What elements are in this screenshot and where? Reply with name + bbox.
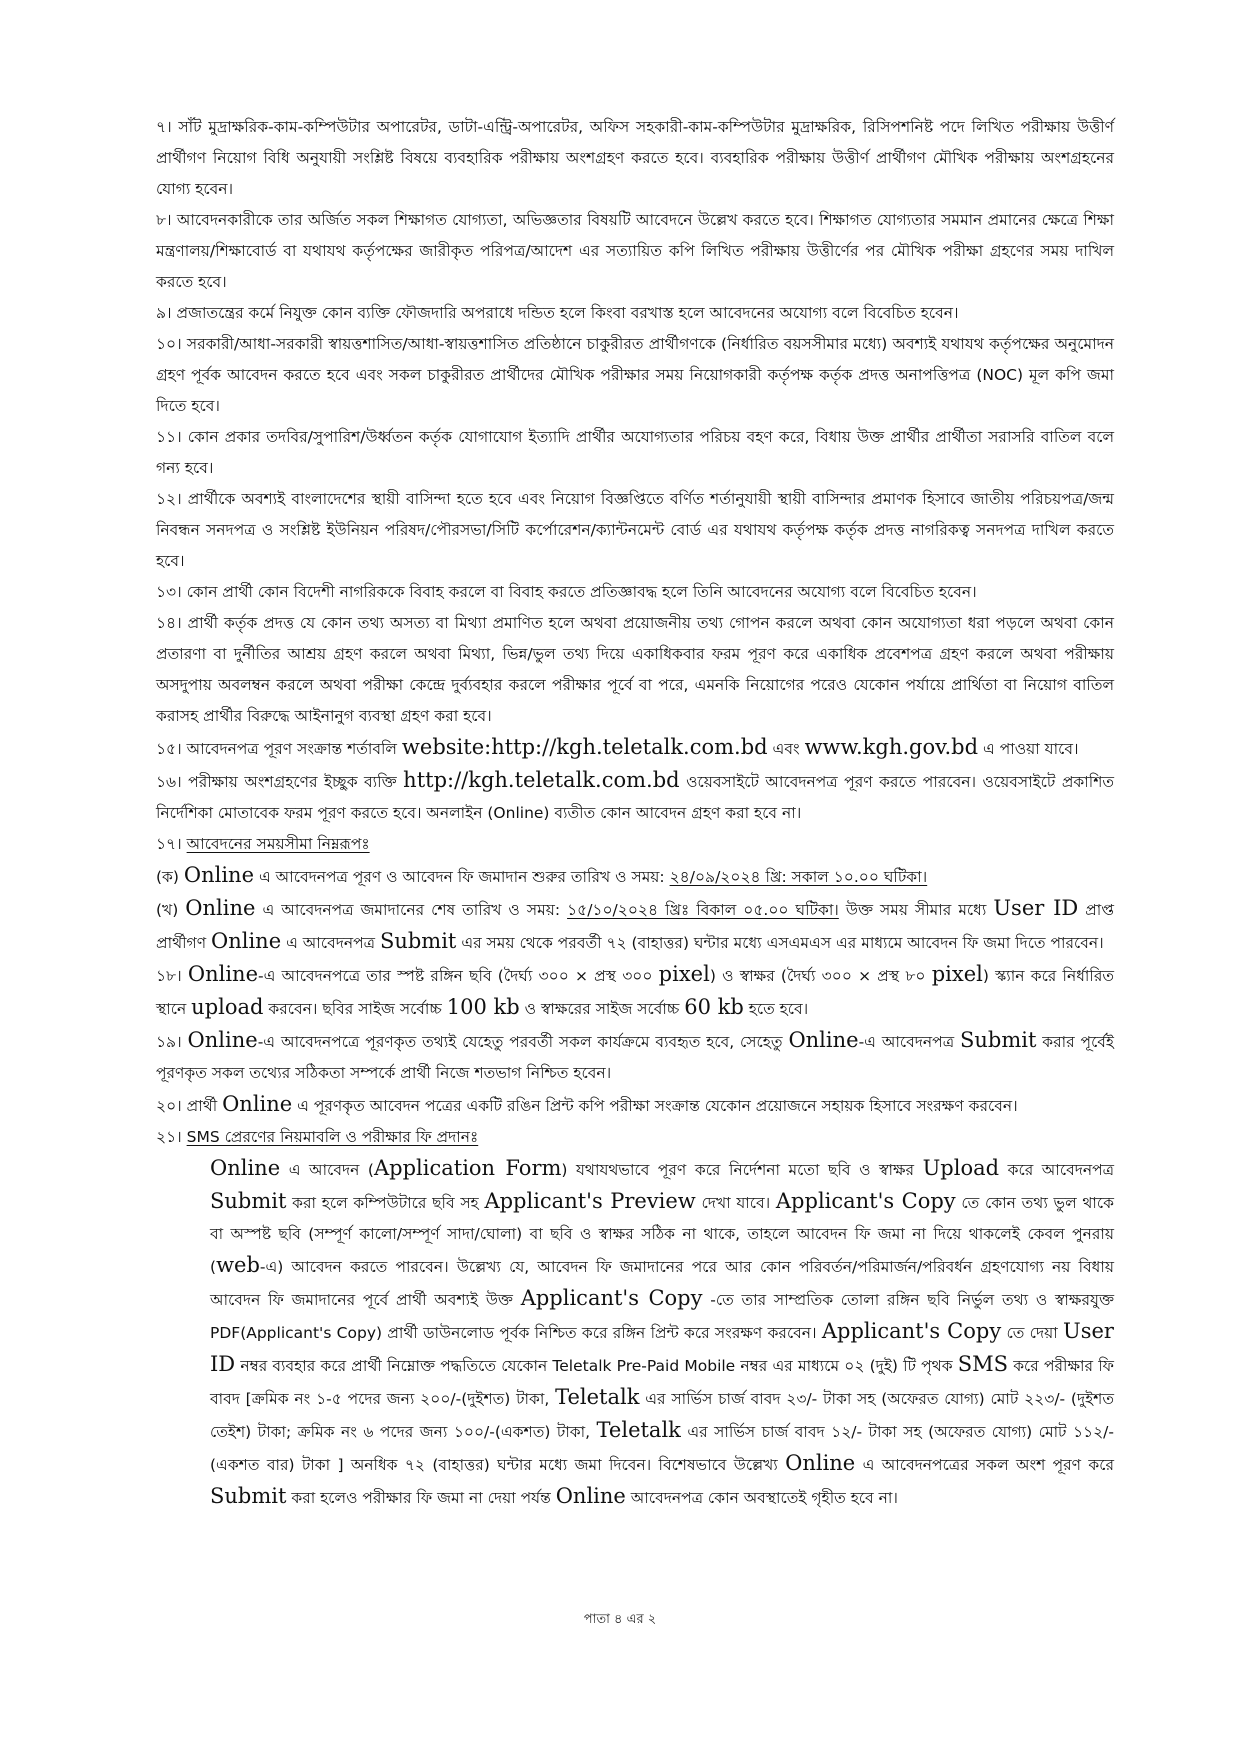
text-segment: এর সার্ভিস চার্জ বাবদ ১২/- টাকা সহ (অফেরত যোগ্য) মোট ১১২/- (একশত বার) টাকা ] অনধিক ৭২ (বাহাত্তর) ঘন্টার মধ্যে জমা দিবেন। বিশেষভাবে উল্লেখ্য [210,1423,1114,1474]
text-segment: এ আবেদনপত্রের সকল অংশ পূরণ করে [855,1456,1114,1474]
text-segment: Teletalk [596,1418,681,1442]
text-segment: এ পূরণকৃত আবেদন পত্রের একটি রঙিন প্রিন্ট কপি পরীক্ষা সংক্রান্ত যেকোন প্রয়োজনে সহায়ক হিসাবে সংরক্ষণ করবেন। [292,1097,1018,1115]
paragraph-p10 [156,329,1114,422]
text-segment: করে আবেদনপত্র [999,1161,1115,1179]
text-segment: করবেন। ছবির সাইজ সর্বোচ্চ [263,1000,447,1018]
text-segment: ১৮। [156,967,188,985]
text-segment: প্রাপ্ত প্রার্থীগণ [156,901,1115,952]
text-segment: ) যথাযথভাবে পূরণ করে নির্দেশনা মতো ছবি ও স্বাক্ষর [561,1161,923,1179]
text-segment: pixel [931,962,983,986]
text-segment: (ক) [156,868,184,886]
text-segment: উক্ত সময় সীমার মধ্যে [838,901,994,919]
text-segment: ) স্ক্যান করে নির্ধারিত স্থানে [156,967,1115,1018]
text-segment: ওয়েবসাইটে আবেদনপত্র পূরণ করতে পারবেন। ওয়েবসাইটে প্রকাশিত নির্দেশিকা মোতাবেক ফরম পূরণ করতে হবে। অনলাইন (Online) ব্যতীত কোন আবেদন গ্রহণ করা হবে না। [156,773,1114,822]
text-segment: Applicant's Preview [484,1189,696,1213]
text-segment: Submit [210,1189,287,1213]
text-segment: Online [187,1028,258,1052]
text-segment: Online [187,962,259,986]
text-segment: তে দেয়া [1001,1324,1064,1342]
text-segment: User ID [210,1319,1114,1376]
underlined-text: ১৫/১০/২০২৪ খ্রিঃ বিকাল ০৫.০০ ঘটিকা। [567,901,839,919]
text-segment: pixel [658,962,710,986]
text-segment: Online [788,1028,859,1052]
text-segment: এ আবেদনপত্র [281,934,380,952]
page-number: পাতা ৪ এর ২ [583,1612,657,1627]
paragraph-p21 [156,1122,1114,1153]
text-segment: হতে হবে। [743,1000,809,1018]
text-segment: আবেদনপত্র কোন অবস্থাতেই গৃহীত হবে না। [625,1489,898,1507]
paragraph-p17 [156,829,1114,860]
text-segment: website:http://kgh.teletalk.com.bd [401,735,768,759]
text-segment: -এ আবেদনপত্র [858,1033,960,1051]
text-segment: upload [191,995,264,1019]
text-segment: এর সার্ভিস চার্জ বাবদ ২৩/- টাকা সহ (অফেরত যোগ্য) মোট ২২৩/- (দুইশত তেইশ) টাকা; ক্রমিক নং ৬ পদের জন্য ১০০/-(একশত) টাকা, [210,1390,1114,1441]
paragraph-p7 [156,112,1114,205]
text-segment: Applicant's Copy [775,1189,956,1213]
paragraph-p21body [156,1153,1114,1514]
text-segment: Online [210,1156,281,1180]
text-segment: এর সময় থেকে পরবর্তী ৭২ (বাহাত্তর) ঘন্টার মধ্যে এসএমএস এর মাধ্যমে আবেদন ফি জমা দিতে পারবেন। [456,934,1104,952]
paragraph-p11 [156,422,1114,484]
text-segment: Online [185,896,256,920]
text-segment: Online [211,929,282,953]
paragraph-p13 [156,577,1114,608]
paragraph-p14 [156,608,1114,732]
text-segment: 60 kb [684,995,744,1019]
paragraph-p16 [156,765,1114,829]
text-segment: Online [222,1092,293,1116]
text-segment: web [216,1253,260,1277]
text-segment: এবং [767,740,805,758]
text-segment: ) ও স্বাক্ষর (দৈর্ঘ্য ৩০০ × প্রস্থ ৮০ [709,967,932,985]
text-segment: করার পূর্বেই পূরণকৃত সকল তথ্যের সঠিকতা সম্পর্কে প্রার্থী নিজে শতভাগ নিশ্চিত হবেন। [156,1033,1114,1082]
text-segment: ১৯। [156,1033,188,1051]
text-segment: ও স্বাক্ষরের সাইজ সর্বোচ্চ [519,1000,685,1018]
text-segment: ১১। কোন প্রকার তদবির/সুপারিশ/উর্ধ্বতন কর্তৃক যোগাযোগ ইত্যাদি প্রার্থীর অযোগ্যতার পরিচয় বহণ করে, বিধায় উক্ত প্রার্থীর প্রার্থীতা সরাসরি বাতিল বলে গন্য হবে। [156,428,1114,477]
text-segment: এ পাওয়া যাবে। [978,740,1079,758]
text-segment: Online [785,1451,856,1475]
text-segment: Submit [379,929,457,953]
text-segment: Teletalk [555,1385,640,1409]
text-segment: Online [555,1484,626,1508]
text-segment: তে কোন তথ্য ভুল থাকে বা অস্পষ্ট ছবি (সম্পূর্ণ কালো/সম্পূর্ণ সাদা/ঘোলা) বা ছবি ও স্বাক্ষর সঠিক না থাকে, তাহলে আবেদন ফি জমা না দিয়ে থাকলেই কেবল পুনরায় ( [210,1194,1114,1276]
underlined-text: ২৪/০৯/২০২৪ খ্রি: সকাল ১০.০০ ঘটিকা। [669,868,928,886]
text-segment: Application Form [373,1156,562,1180]
text-segment: User ID [993,896,1079,920]
paragraph-p17a [156,860,1114,893]
text-segment: ২০। প্রার্থী [156,1097,223,1115]
paragraph-p18 [156,959,1114,1025]
text-segment: ৮। আবেদনকারীকে তার অর্জিত সকল শিক্ষাগত যোগ্যতা, অভিজ্ঞতার বিষয়টি আবেদনে উল্লেখ করতে হবে। শিক্ষাগত যোগ্যতার সমমান প্রমানের ক্ষেত্রে শিক্ষা মন্ত্রণালয়/শিক্ষাবোর্ড বা যথাযথ কর্তৃপক্ষের জারীকৃত পরিপত্র/আদেশ এর সত্যায়িত কপি লিখিত পরীক্ষায় উত্তীর্ণের পর মৌখিক পরীক্ষা গ্রহণের সময় দাখিল করতে হবে। [156,211,1114,291]
text-segment: ১৫। আবেদনপত্র পূরণ সংক্রান্ত শর্তাবলি [156,740,402,758]
paragraph-p20 [156,1089,1114,1122]
text-segment: (খ) [156,901,186,919]
text-segment: www.kgh.gov.bd [804,735,979,759]
paragraph-p19 [156,1025,1114,1089]
text-segment: দেখা যাবে। [695,1194,776,1212]
text-segment: নম্বর ব্যবহার করে প্রার্থী নিম্নোক্ত পদ্ধতিতে যেকোন Teletalk Pre-Paid Mobile নম্বর এর মাধ্যমে ০২ (দুই) টি পৃথক [235,1357,958,1375]
text-segment: এ আবেদনপত্র জমাদানের শেষ তারিখ ও সময়: [255,901,568,919]
text-segment: এ আবেদন ( [280,1161,374,1179]
text-segment: ১৩। কোন প্রার্থী কোন বিদেশী নাগরিককে বিবাহ করলে বা বিবাহ করতে প্রতিজ্ঞাবদ্ধ হলে তিনি আবেদনের অযোগ্য বলে বিবেচিত হবেন। [156,583,977,601]
text-segment: Applicant's Copy [520,1286,703,1310]
text-segment: Upload [922,1156,1000,1180]
text-segment: http://kgh.teletalk.com.bd [403,768,680,792]
text-segment: করা হলে কম্পিউটারে ছবি সহ [286,1194,485,1212]
paragraph-p8 [156,205,1114,298]
text-segment: করা হলেও পরীক্ষার ফি জমা না দেয়া পর্যন্ত [286,1489,556,1507]
text-segment: Submit [210,1484,287,1508]
text-segment: -এ) আবেদন করতে পারবেন। উল্লেখ্য যে, আবেদন ফি জমাদানের পরে আর কোন পরিবর্তন/পরিমার্জন/পরিবর্ধন গ্রহণযোগ্য নয় বিধায় আবেদন ফি জমাদানের পূর্বে প্রার্থী অবশ্যই উক্ত [210,1258,1114,1309]
text-segment: ১৪। প্রার্থী কর্তৃক প্রদত্ত যে কোন তথ্য অসত্য বা মিথ্যা প্রমাণিত হলে অথবা প্রয়োজনীয় তথ্য গোপন করলে অথবা কোন অযোগ্যতা ধরা পড়লে অথবা কোন প্রতারণা বা দুর্নীতির আশ্রয় গ্রহণ করলে অথবা মিথ্যা, ভিন্ন/ভুল তথ্য দিয়ে একাধিকবার ফরম পূরণ করে একাধিক প্রবেশপত্র গ্রহণ করলে অথবা পরীক্ষায় অসদুপায় অবলম্বন করলে অথবা পরীক্ষা কেন্দ্রে দুর্ব্যবহার করলে পরীক্ষার পূর্বে বা পরে, এমনকি নিয়োগের পরেও যেকোন পর্যায়ে প্রার্থিতা বা নিয়োগ বাতিল করাসহ প্রার্থীর বিরুদ্ধে আইনানুগ ব্যবস্থা গ্রহণ করা হবে। [156,614,1114,725]
underlined-text: SMS প্রেরণের নিয়মাবলি ও পরীক্ষার ফি প্রদানঃ [186,1128,479,1146]
paragraph-p17b [156,893,1114,959]
text-segment: ১২। প্রার্থীকে অবশ্যই বাংলাদেশের স্থায়ী বাসিন্দা হতে হবে এবং নিয়োগ বিজ্ঞপ্তিতে বর্ণিত শর্তানুযায়ী স্থায়ী বাসিন্দার প্রমাণক হিসাবে জাতীয় পরিচয়পত্র/জন্ম নিবন্ধন সনদপত্র ও সংশ্লিষ্ট ইউনিয়ন পরিষদ/পৌরসভা/সিটি কর্পোরেশন/ক্যান্টনমেন্ট বোর্ড এর যথাযথ কর্তৃপক্ষ কর্তৃক প্রদত্ত নাগরিকত্ব সনদপত্র দাখিল করতে হবে। [156,490,1114,570]
text-segment: করে পরীক্ষার ফি বাবদ [ক্রমিক নং ১-৫ পদের জন্য ২০০/-(দুইশত) টাকা, [210,1357,1114,1408]
text-segment: -এ আবেদনপত্রে পূরণকৃত তথ্যই যেহেতু পরবর্তী সকল কার্যক্রমে ব্যবহৃত হবে, সেহেতু [257,1033,789,1051]
text-segment: ১৭। [156,835,187,853]
document-body [156,112,1114,1514]
text-segment: Submit [959,1028,1037,1052]
text-segment: Applicant's Copy [821,1319,1002,1343]
text-segment: Online [183,863,255,887]
text-segment: -তে তার সাম্প্রতিক তোলা রঙ্গিন ছবি নির্ভুল তথ্য ও স্বাক্ষরযুক্ত PDF(Applicant's Copy) প্রার্থী ডাউনলোড পূর্বক নিশ্চিত করে রঙ্গিন প্রিন্ট করে সংরক্ষণ করবেন। [210,1291,1114,1342]
text-segment: SMS [957,1352,1009,1376]
text-segment: এ আবেদনপত্র পূরণ ও আবেদন ফি জমাদান শুরুর তারিখ ও সময়: [254,868,670,886]
text-segment: ৭। সাঁট মুদ্রাক্ষরিক-কাম-কম্পিউটার অপারেটর, ডাটা-এন্ট্রি-অপারেটর, অফিস সহকারী-কাম-কম্পিউটার মুদ্রাক্ষরিক, রিসিপশনিষ্ট পদে লিখিত পরীক্ষায় উত্তীর্ণ প্রার্থীগণ নিয়োগ বিধি অনুযায়ী সংশ্লিষ্ট বিষয়ে ব্যবহারিক পরীক্ষায় অংশগ্রহণ করতে হবে। ব্যবহারিক পরীক্ষায় উত্তীর্ণ প্রার্থীগণ মৌখিক পরীক্ষায় অংশগ্রহনের যোগ্য হবেন। [156,118,1114,198]
text-segment: ৯। প্রজাতন্ত্রের কর্মে নিযুক্ত কোন ব্যক্তি ফৌজদারি অপরাধে দন্ডিত হলে কিংবা বরখাস্ত হলে আবেদনের অযোগ্য বলে বিবেচিত হবেন। [156,304,959,322]
underlined-text: আবেদনের সময়সীমা নিম্নরূপঃ [186,835,370,853]
text-segment: -এ আবেদনপত্রে তার স্পষ্ট রঙ্গিন ছবি (দৈর্ঘ্য ৩০০ × প্রস্থ ৩০০ [258,967,659,985]
paragraph-p12 [156,484,1114,577]
paragraph-p15 [156,732,1114,765]
paragraph-p9 [156,298,1114,329]
text-segment: ২১। [156,1128,187,1146]
text-segment: ১০। সরকারী/আধা-সরকারী স্বায়ত্তশাসিত/আধা-স্বায়ত্তশাসিত প্রতিষ্ঠানে চাকুরীরত প্রার্থীগণকে (নির্ধারিত বয়সসীমার মধ্যে) অবশ্যই যথাযথ কর্তৃপক্ষের অনুমোদন গ্রহণ পূর্বক আবেদন করতে হবে এবং সকল চাকুরীরত প্রার্থীদের মৌখিক পরীক্ষার সময় নিয়োগকারী কর্তৃপক্ষ কর্তৃক প্রদত্ত অনাপত্তিপত্র (NOC) মূল কপি জমা দিতে হবে। [156,335,1114,415]
text-segment: ১৬। পরীক্ষায় অংশগ্রহণের ইচ্ছুক ব্যক্তি [156,773,404,791]
text-segment: 100 kb [446,995,520,1019]
